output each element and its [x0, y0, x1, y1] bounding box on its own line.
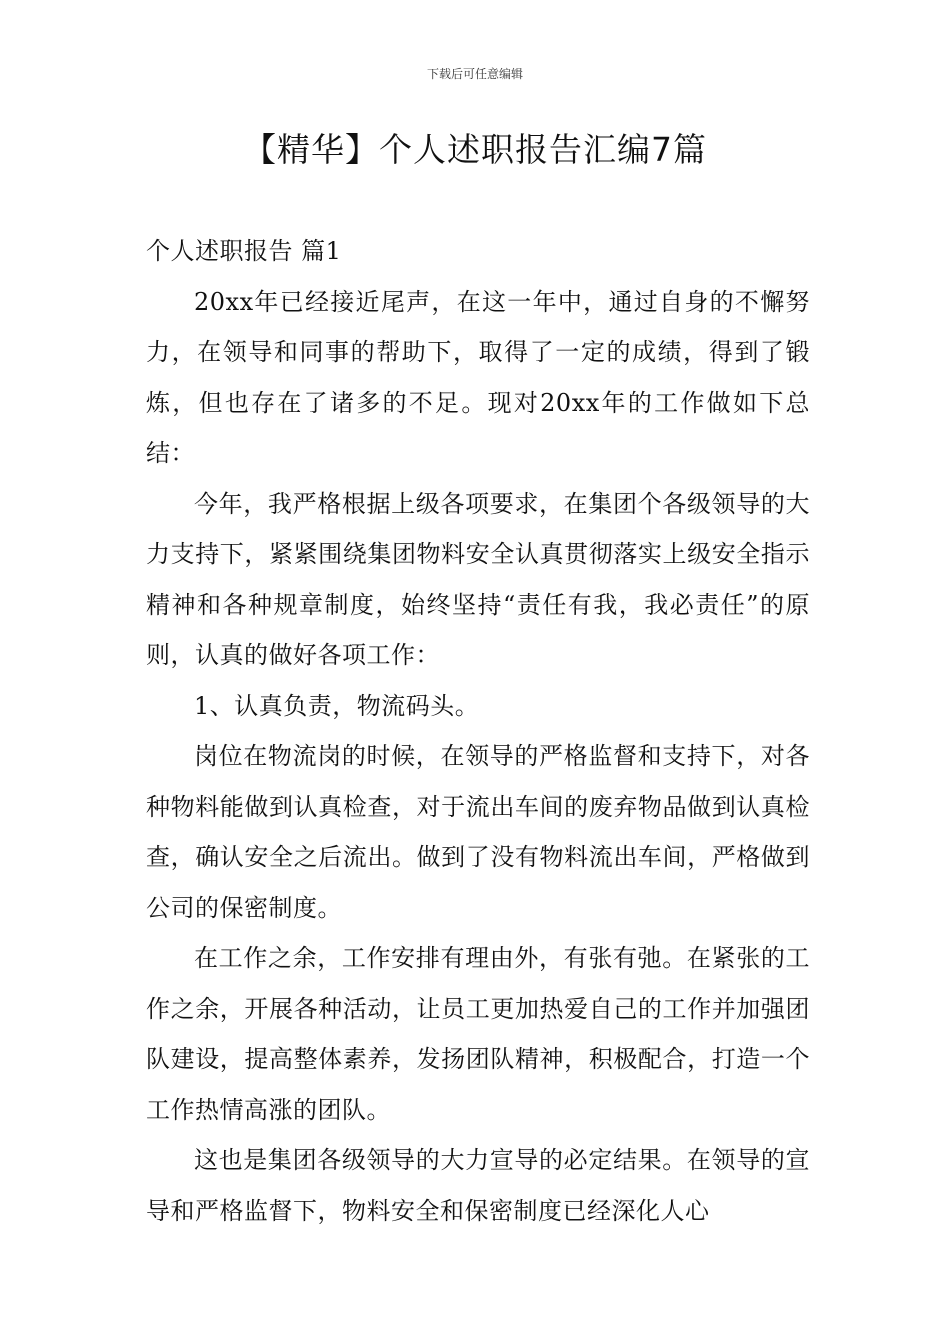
- paragraph: 这也是集团各级领导的大力宣导的必定结果。在领导的宣导和严格监督下，物料安全和保密制度已经深化人心: [146, 1146, 810, 1225]
- document-title: 【精华】个人述职报告汇编7篇: [243, 130, 707, 169]
- paragraph: 1、认真负责，物流码头。: [194, 691, 480, 720]
- section-heading: 个人述职报告 篇1: [146, 237, 342, 265]
- paragraph: 今年，我严格根据上级各项要求，在集团个各级领导的大力支持下，紧紧围绕集团物料安全认真贯彻落实上级安全指示精神和各种规章制度，始终坚持“责任有我，我必责任”的原则，认真的做好各项工作：: [146, 489, 810, 669]
- paragraph: 岗位在物流岗的时候，在领导的严格监督和支持下，对各种物料能做到认真检查，对于流出车间的废弃物品做到认真检查，确认安全之后流出。做到了没有物料流出车间，严格做到公司的保密制度。: [146, 742, 810, 922]
- paragraph: 在工作之余，工作安排有理由外，有张有弛。在紧张的工作之余，开展各种活动，让员工更加热爱自己的工作并加强团队建设，提高整体素养，发扬团队精神，积极配合，打造一个工作热情高涨的团队。: [146, 944, 810, 1124]
- document-body: [146, 226, 810, 1236]
- header-note: 下载后可任意编辑: [426, 67, 523, 81]
- paragraph: 20xx年已经接近尾声，在这一年中，通过自身的不懈努力，在领导和同事的帮助下，取得了一定的成绩，得到了锻炼，但也存在了诸多的不足。现对20xx年的工作做如下总结：: [146, 287, 810, 467]
